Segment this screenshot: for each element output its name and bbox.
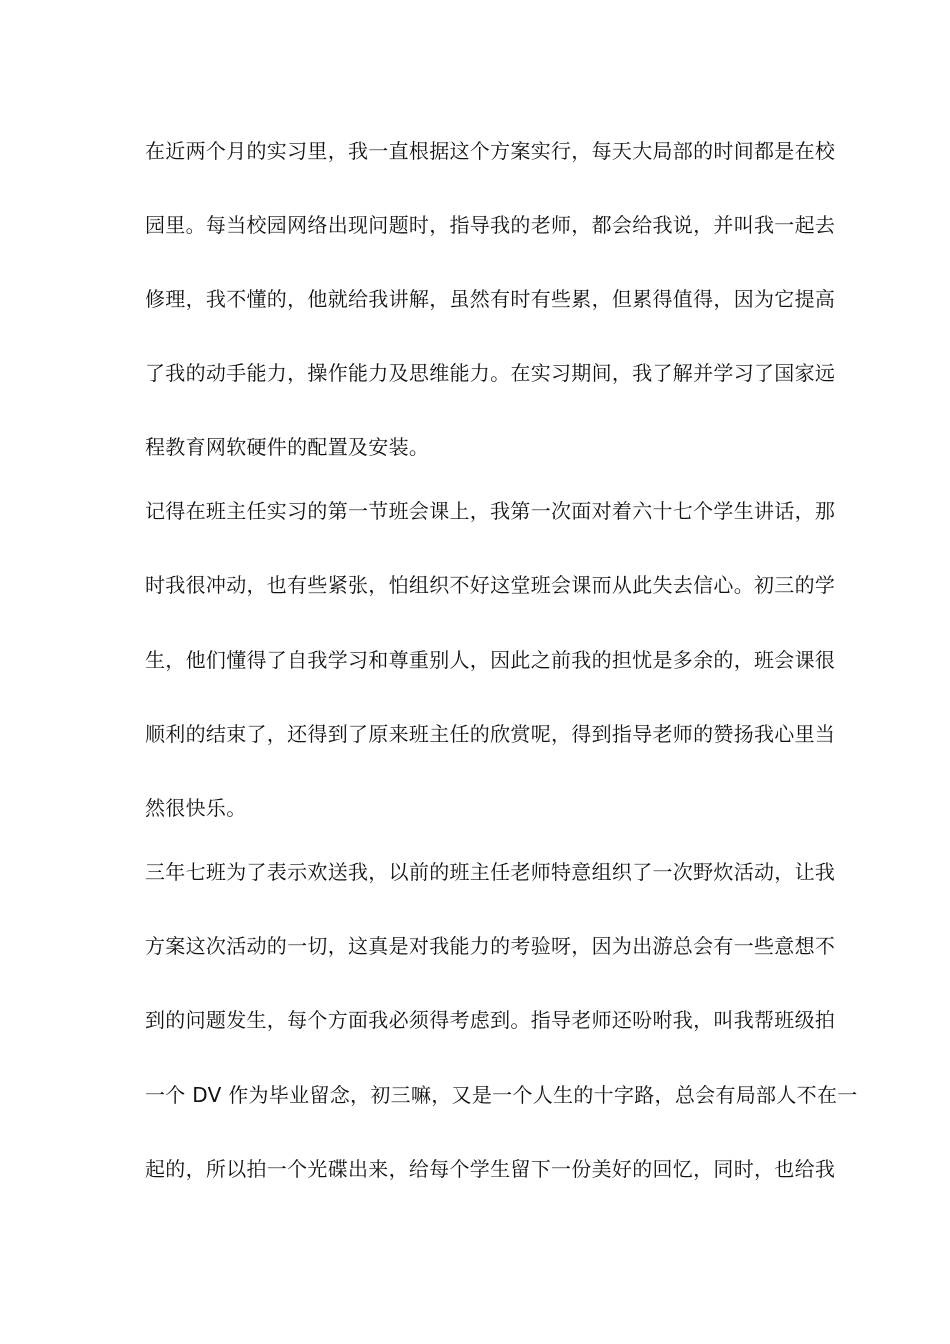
text-line: 了我的动手能力，操作能力及思维能力。在实习期间，我了解并学习了国家远	[145, 361, 836, 385]
text-line: 顺利的结束了，还得到了原来班主任的欣赏呢，得到指导老师的赞扬我心里当	[145, 722, 836, 746]
text-line: 起的，所以拍一个光碟出来，给每个学生留下一份美好的回忆，同时，也给我	[145, 1157, 836, 1181]
text-line: 到的问题发生，每个方面我必须得考虑到。指导老师还吩咐我，叫我帮班级拍	[145, 1008, 836, 1032]
text-line: 然很快乐。	[145, 796, 247, 820]
text-line: 方案这次活动的一切，这真是对我能力的考验呀，因为出游总会有一些意想不	[145, 934, 836, 958]
text-line: 修理，我不懂的，他就给我讲解，虽然有时有些累，但累得值得，因为它提高	[145, 287, 836, 311]
text-line: 在近两个月的实习里，我一直根据这个方案实行，每天大局部的时间都是在校	[145, 139, 836, 163]
text-line: 三年七班为了表示欢送我，以前的班主任老师特意组织了一次野炊活动，让我	[145, 860, 836, 884]
text-line: 时我很冲动，也有些紧张，怕组织不好这堂班会课而从此失去信心。初三的学	[145, 573, 836, 597]
text-line: 园里。每当校园网络出现问题时，指导我的老师，都会给我说，并叫我一起去	[145, 213, 836, 237]
text-line: 一个 DV 作为毕业留念，初三嘛，又是一个人生的十字路，总会有局部人不在一	[145, 1083, 858, 1107]
text-line: 生，他们懂得了自我学习和尊重别人，因此之前我的担忧是多余的，班会课很	[145, 648, 836, 672]
text-line: 记得在班主任实习的第一节班会课上，我第一次面对着六十七个学生讲话，那	[145, 499, 836, 523]
text-line: 程教育网软硬件的配置及安装。	[145, 435, 430, 459]
